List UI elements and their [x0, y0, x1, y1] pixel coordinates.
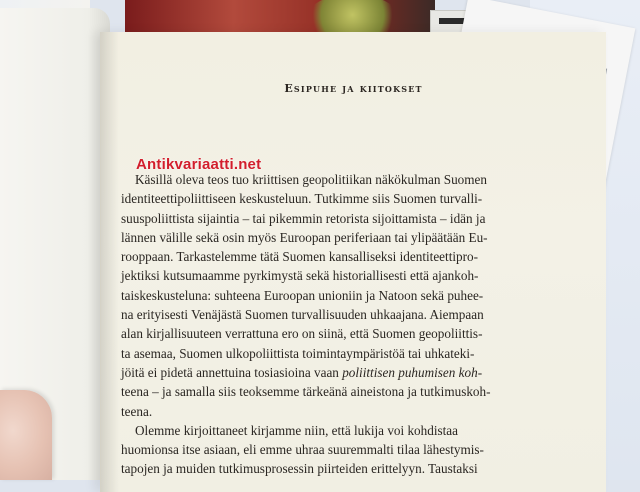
text-line: Käsillä oleva teos tuo kriittisen geopolitiikan näkökulman Suomen [135, 172, 487, 187]
watermark-text: Antikvariaatti.net [136, 156, 262, 173]
text-line: teena. [121, 403, 153, 419]
text-line: jektiksi kutsumaamme pyrkimystä sekä historiallisesti että ajankoh- [121, 268, 479, 284]
text-line-with-italic [121, 363, 566, 382]
text-line: alan kirjallisuuteen verrattuna ero on siinä, että Suomen geopoliittis- [121, 326, 483, 342]
text-segment: jöitä ei pidetä annettuina tosiasioina vaan [121, 364, 343, 380]
text-line: Olemme kirjoittaneet kirjamme niin, että lukija voi kohdistaa [135, 422, 459, 438]
page-heading: Esipuhe ja kiitokset [284, 82, 423, 95]
text-line: huomionsa itse asiaan, eli emme uhraa suuremmalti tilaa lähestymis- [121, 442, 484, 458]
text-line: identiteettipoliittiseen keskusteluun. Tutkimme siis Suomen turvalli- [121, 191, 483, 207]
book-page [100, 32, 606, 492]
body-text [121, 170, 566, 479]
text-line: tapojen ja muiden tutkimusprosessin piirteiden erittelyyn. Taustaksi [121, 461, 478, 477]
text-line: suuspoliittista sijaintia – tai pikemmin retorista sijoittamista – idän ja [121, 210, 486, 226]
text-line: teena – ja samalla siis teoksemme tärkeänä aineistona ja tutkimuskoh- [121, 384, 491, 400]
page-gutter-shadow [101, 32, 119, 492]
text-line: taiskeskusteluna: suhteena Euroopan unioniin ja Natoon sekä puhee- [121, 287, 484, 303]
text-line: rooppaan. Tarkastelemme tätä Suomen kansalliseksi identiteettipro- [121, 249, 478, 265]
text-line: na erityisesti Venäjästä Suomen turvallisuuden uhkaajana. Aiempaan [121, 307, 484, 323]
text-line: lännen välille sekä osin myös Euroopan periferiaan tai ylipäätään Eu- [121, 229, 488, 245]
italic-phrase: poliittisen puhumisen koh- [342, 364, 483, 380]
text-line: ta asemaa, Suomen ulkopoliittista toimintaympäristöä tai uhkateki- [121, 345, 475, 361]
thumb [0, 390, 52, 480]
